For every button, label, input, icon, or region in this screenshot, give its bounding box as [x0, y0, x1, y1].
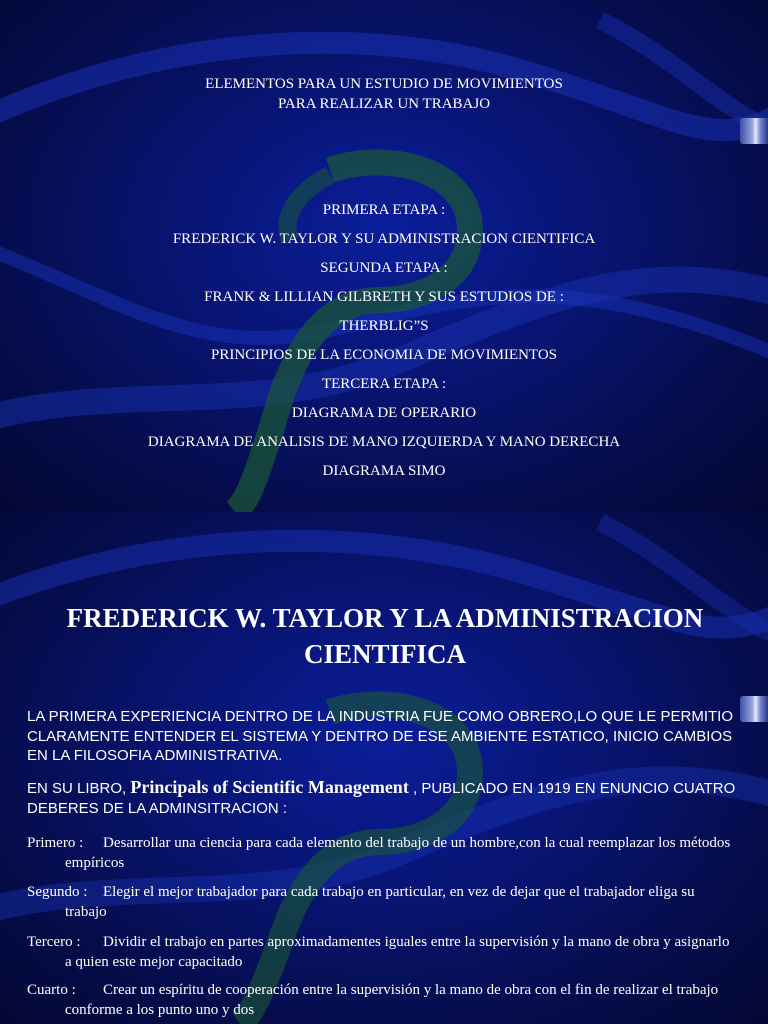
duty-item: [27, 882, 739, 922]
outline-item: PRIMERA ETAPA :: [322, 202, 446, 218]
duty-label: Tercero :: [27, 934, 81, 950]
book-paragraph-suffix: , PUBLICADO EN 1919 EN ENUNCIO CUATRO DEBERES DE LA ADMINSITRACION :: [27, 780, 736, 817]
decorative-tab: [740, 118, 768, 144]
outline-item: DIAGRAMA SIMO: [322, 463, 446, 479]
title-line-1: FREDERICK W. TAYLOR Y LA ADMINISTRACION: [66, 603, 704, 633]
title-line-2: CIENTIFICA: [303, 639, 467, 669]
intro-paragraph: LA PRIMERA EXPERIENCIA DENTRO DE LA INDUSTRIA FUE COMO OBRERO,LO QUE LE PERMITIO CLARAMENTE ENTENDER EL SISTEMA Y DENTRO DE ESE AMBIENTE ESTATICO, INICIO CAMBIOS EN LA FILOSOFIA ADMINISTRATIVA.: [27, 708, 733, 764]
outline-item: THERBLIG”S: [339, 318, 429, 334]
duty-label: Primero :: [27, 835, 84, 851]
title-line-2: PARA REALIZAR UN TRABAJO: [277, 96, 491, 112]
slide-1-title: [0, 74, 768, 114]
duty-text: Dividir el trabajo en partes aproximadamentes iguales entre la supervisión y la mano de obra y asignarlo a quien este mejor capacitado: [65, 934, 730, 970]
slide-2-title: [20, 600, 750, 672]
book-paragraph: [27, 778, 747, 818]
outline-item: PRINCIPIOS DE LA ECONOMIA DE MOVIMIENTOS: [211, 347, 557, 363]
book-title: Principals of Scientific Management: [130, 777, 409, 797]
outline-item: DIAGRAMA DE ANALISIS DE MANO IZQUIERDA Y MANO DERECHA: [147, 434, 621, 450]
outline-list: [0, 200, 768, 490]
duty-text: Elegir el mejor trabajador para cada trabajo en particular, en vez de dejar que el trabajador eliga su trabajo: [65, 884, 695, 920]
duty-label: Segundo :: [27, 884, 88, 900]
title-line-1: ELEMENTOS PARA UN ESTUDIO DE MOVIMIENTOS: [205, 76, 563, 92]
book-paragraph-prefix: EN SU LIBRO,: [27, 780, 131, 797]
duty-item: [27, 833, 739, 873]
outline-item: SEGUNDA ETAPA :: [320, 260, 448, 276]
outline-item: TERCERA ETAPA :: [321, 376, 447, 392]
outline-item: DIAGRAMA DE OPERARIO: [291, 405, 477, 421]
outline-item: FRANK & LILLIAN GILBRETH Y SUS ESTUDIOS DE :: [204, 289, 564, 305]
duty-item: [27, 932, 739, 972]
duty-text: Desarrollar una ciencia para cada elemento del trabajo de un hombre,con la cual reemplazar los métodos empíricos: [65, 835, 731, 871]
outline-item: FREDERICK W. TAYLOR Y SU ADMINISTRACION CIENTIFICA: [172, 231, 596, 247]
duty-text: Crear un espíritu de cooperación entre la supervisión y la mano de obra con el fin de realizar el trabajo conforme a los punto uno y dos: [65, 982, 719, 1018]
duty-item: [27, 980, 739, 1020]
duty-label: Cuarto :: [27, 982, 76, 998]
